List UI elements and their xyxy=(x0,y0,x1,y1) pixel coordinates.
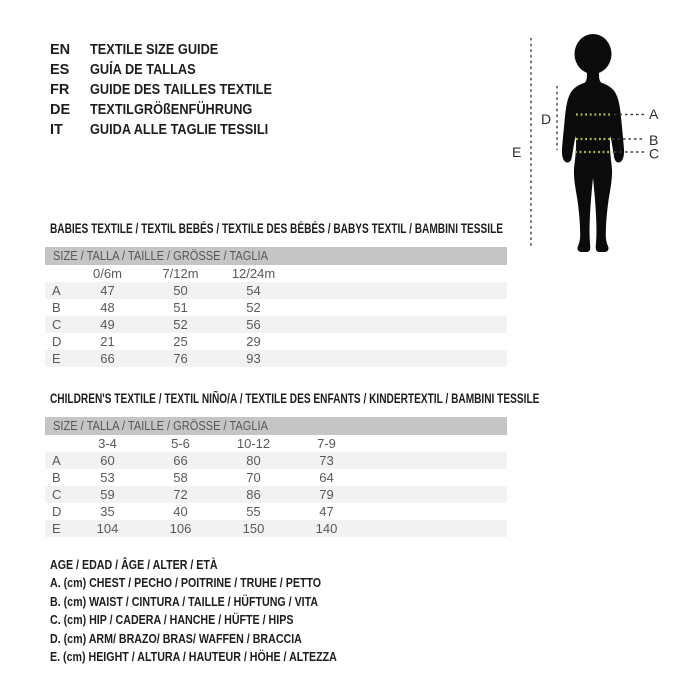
table-row xyxy=(45,350,507,367)
cell-value: 50 xyxy=(173,283,188,298)
legend-line-hip: C. (cm) HIP / CADERA / HANCHE / HÜFTE / HIPS xyxy=(50,612,294,628)
row-label: B xyxy=(52,300,61,315)
table-row xyxy=(45,486,507,503)
language-row xyxy=(50,40,297,60)
table-row xyxy=(45,282,507,299)
legend-line-height: E. (cm) HEIGHT / ALTURA / HAUTEUR / HÖHE / ALTEZZA xyxy=(50,648,337,664)
column-header: 7/12m xyxy=(162,266,199,281)
child-head xyxy=(575,34,612,74)
cell-value: 150 xyxy=(242,521,265,536)
cell-value: 29 xyxy=(246,334,261,349)
cell-value: 40 xyxy=(173,504,188,519)
measure-label-e: E xyxy=(512,144,522,160)
table-row xyxy=(45,333,507,350)
cell-value: 80 xyxy=(246,453,261,468)
language-title: TEXTILE SIZE GUIDE xyxy=(90,42,219,58)
cell-value: 54 xyxy=(246,283,261,298)
row-label: E xyxy=(52,521,61,536)
language-list xyxy=(50,40,297,140)
table-header-bar: SIZE / TALLA / TAILLE / GRÖSSE / TAGLIA xyxy=(45,417,507,435)
cell-value: 93 xyxy=(246,351,261,366)
babies-size-table xyxy=(45,247,507,367)
language-title: TEXTILGRÖßENFÜHRUNG xyxy=(90,102,253,118)
row-label: D xyxy=(52,334,62,349)
cell-value: 86 xyxy=(246,487,261,502)
legend-line-chest: A. (cm) CHEST / PECHO / POITRINE / TRUHE / PETTO xyxy=(50,575,322,591)
language-row xyxy=(50,80,297,100)
cell-value: 21 xyxy=(100,334,115,349)
language-title: GUIDA ALLE TAGLIE TESSILI xyxy=(90,122,269,138)
row-label: E xyxy=(52,351,61,366)
cell-value: 72 xyxy=(173,487,188,502)
language-title: GUÍA DE TALLAS xyxy=(90,62,196,78)
cell-value: 104 xyxy=(96,521,119,536)
babies-section-heading: BABIES TEXTILE / TEXTIL BEBÉS / TEXTILE DES BÉBÉS / BABYS TEXTIL / BAMBINI TESSILE xyxy=(50,221,504,236)
language-code: DE xyxy=(50,102,71,118)
row-label: B xyxy=(52,470,61,485)
cell-value: 52 xyxy=(246,300,261,315)
row-label: A xyxy=(52,283,61,298)
column-header: 7-9 xyxy=(317,436,336,451)
row-label: C xyxy=(52,487,62,502)
cell-value: 48 xyxy=(100,300,115,315)
cell-value: 76 xyxy=(173,351,188,366)
table-row xyxy=(45,503,507,520)
cell-value: 60 xyxy=(100,453,115,468)
language-code: IT xyxy=(50,122,63,138)
measure-label-b: B xyxy=(649,132,659,148)
cell-value: 73 xyxy=(319,453,334,468)
cell-value: 58 xyxy=(173,470,188,485)
table-row xyxy=(45,520,507,537)
cell-value: 70 xyxy=(246,470,261,485)
row-label: C xyxy=(52,317,62,332)
table-row xyxy=(45,469,507,486)
table-row xyxy=(45,452,507,469)
column-header: 3-4 xyxy=(98,436,117,451)
cell-value: 79 xyxy=(319,487,334,502)
language-row xyxy=(50,120,297,140)
children-section-heading: CHILDREN'S TEXTILE / TEXTIL NIÑO/A / TEXTILE DES ENFANTS / KINDERTEXTIL / BAMBINI TESSILE xyxy=(50,391,540,406)
cell-value: 49 xyxy=(100,317,115,332)
cell-value: 25 xyxy=(173,334,188,349)
cell-value: 106 xyxy=(169,521,192,536)
language-code: FR xyxy=(50,82,70,98)
row-label: D xyxy=(52,504,62,519)
table-row xyxy=(45,316,507,333)
cell-value: 56 xyxy=(246,317,261,332)
column-header: 12/24m xyxy=(231,266,276,281)
language-code: EN xyxy=(50,42,71,58)
cell-value: 47 xyxy=(319,504,334,519)
row-label: A xyxy=(52,453,61,468)
children-size-table xyxy=(45,417,507,537)
language-title: GUIDE DES TAILLES TEXTILE xyxy=(90,82,272,98)
column-header-row xyxy=(45,435,507,452)
cell-value: 55 xyxy=(246,504,261,519)
column-header-row xyxy=(45,265,507,282)
table-row xyxy=(45,299,507,316)
cell-value: 47 xyxy=(100,283,115,298)
cell-value: 51 xyxy=(173,300,188,315)
column-header: 0/6m xyxy=(93,266,122,281)
legend-line-age: AGE / EDAD / ÂGE / ALTER / ETÀ xyxy=(50,557,218,572)
column-header: 10-12 xyxy=(236,436,271,451)
legend-line-waist: B. (cm) WAIST / CINTURA / TAILLE / HÜFTUNG / VITA xyxy=(50,593,319,609)
column-header: 5-6 xyxy=(171,436,190,451)
language-code: ES xyxy=(50,62,70,78)
cell-value: 66 xyxy=(100,351,115,366)
cell-value: 140 xyxy=(315,521,338,536)
measurement-legend xyxy=(50,556,400,666)
cell-value: 53 xyxy=(100,470,115,485)
language-row xyxy=(50,60,297,80)
cell-value: 59 xyxy=(100,487,115,502)
measure-label-d: D xyxy=(541,111,552,127)
cell-value: 35 xyxy=(100,504,115,519)
measure-label-c: C xyxy=(649,145,660,162)
measure-label-a: A xyxy=(649,106,659,122)
table-header-bar: SIZE / TALLA / TAILLE / GRÖSSE / TAGLIA xyxy=(45,247,507,265)
cell-value: 66 xyxy=(173,453,188,468)
legend-line-arm: D. (cm) ARM/ BRAZO/ BRAS/ WAFFEN / BRACCIA xyxy=(50,630,302,646)
cell-value: 52 xyxy=(173,317,188,332)
cell-value: 64 xyxy=(319,470,334,485)
language-row xyxy=(50,100,297,120)
